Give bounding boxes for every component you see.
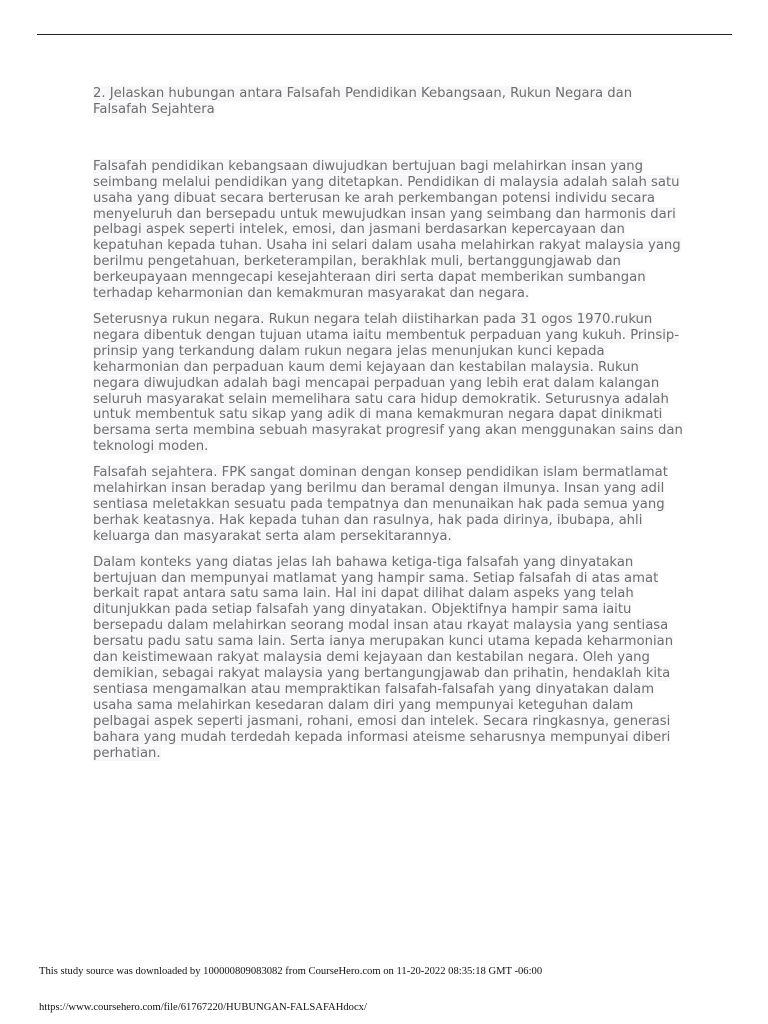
document-body — [93, 86, 685, 771]
source-url: https://www.coursehero.com/file/61767220/HUBUNGAN-FALSAFAHdocx/ — [39, 1002, 367, 1013]
header-divider — [37, 34, 732, 35]
paragraph-conclusion — [93, 555, 685, 762]
question-text: 2. Jelaskan hubungan antara Falsafah Pendidikan Kebangsaan, Rukun Negara dan Falsafah Sejahtera — [93, 86, 633, 117]
paragraph-falsafah-pendidikan — [93, 159, 685, 302]
paragraph-rukun-negara — [93, 312, 685, 455]
question-heading — [93, 86, 685, 118]
paragraph-text: Seterusnya rukun negara. Rukun negara telah diistiharkan pada 31 ogos 1970.rukun negara dibentuk dengan tujuan utama iaitu membentuk perpaduan yang kukuh. Prinsip-prinsip yang terkandung dalam rukun negara jelas menunjukan kunci kepada keharmonian dan perpaduan kaum demi kejayaan dan kestabilan malaysia. Rukun negara diwujudkan adalah bagi mencapai perpaduan yang lebih erat dalam kalangan seluruh masyarakat selain memelihara satu cara hidup demokratik. Seturusnya adalah untuk membentuk satu sikap yang adik di mana kemakmuran negara dapat dinikmati bersama serta membina sebuah masyrakat progresif yang akan menggunakan sains dan teknologi moden. — [93, 311, 683, 455]
paragraph-text: Falsafah sejahtera. FPK sangat dominan dengan konsep pendidikan islam bermatlamat melahirkan insan beradap yang berilmu dan beramal dengan ilmunya. Insan yang adil sentiasa meletakkan sesuatu pada tempatnya dan menunaikan hak pada semua yang berhak keatasnya. Hak kepada tuhan dan rasulnya, hak pada dirinya, ibubapa, ahli keluarga dan masyarakat serta alam persekitarannya. — [93, 465, 668, 544]
paragraph-falsafah-sejahtera — [93, 465, 685, 545]
paragraph-text: Dalam konteks yang diatas jelas lah bahawa ketiga-tiga falsafah yang dinyatakan bertujuan dan mempunyai matlamat yang hampir sama. Setiap falsafah di atas amat berkait rapat antara satu sama lain. Hal ini dapat dilihat dalam aspeks yang telah ditunjukkan pada setiap falsafah yang dinyatakan. Objektifnya hampir sama iaitu bersepadu dalam melahirkan seorang modal insan atau rkayat malaysia yang sentiasa bersatu padu satu sama lain. Serta ianya merupakan kunci utama kepada keharmonian dan keistimewaan rakyat malaysia demi kejayaan dan kestabilan negara. Oleh yang demikian, sebagai rakyat malaysia yang bertangungjawab dan prihatin, hendaklah kita sentiasa mengamalkan atau mempraktikan falsafah-falsafah yang dinyatakan dalam usaha sama melahirkan kesedaran dalam diri yang mempunyai keteguhan dalam pelbagai aspek seperti jasmani, rohani, emosi dan intelek. Secara ringkasnya, generasi bahara yang mudah terdedah kepada informasi ateisme seharusnya mempunyai diberi perhatian. — [93, 554, 674, 761]
download-notice: This study source was downloaded by 100000809083082 from CourseHero.com on 11-20-2022 08:35:18 GMT -06:00 — [39, 966, 543, 977]
paragraph-text: Falsafah pendidikan kebangsaan diwujudkan bertujuan bagi melahirkan insan yang seimbang melalui pendidikan yang ditetapkan. Pendidikan di malaysia adalah salah satu usaha yang dibuat secara berterusan ke arah perkembangan potensi individu secara menyeluruh dan bersepadu untuk mewujudkan insan yang seimbang dan harmonis dari pelbagi aspek seperti intelek, emosi, dan jasmani berdasarkan kepercayaan dan kepatuhan kepada tuhan. Usaha ini selari dalam usaha melahirkan rakyat malaysia yang berilmu pengetahuan, berketerampilan, berakhlak muli, bertanggungjawab dan berkeupayaan menngecapi kesejahteraan diri serta dapat memberikan sumbangan terhadap keharmonian dan kemakmuran masyarakat dan negara. — [93, 158, 681, 302]
